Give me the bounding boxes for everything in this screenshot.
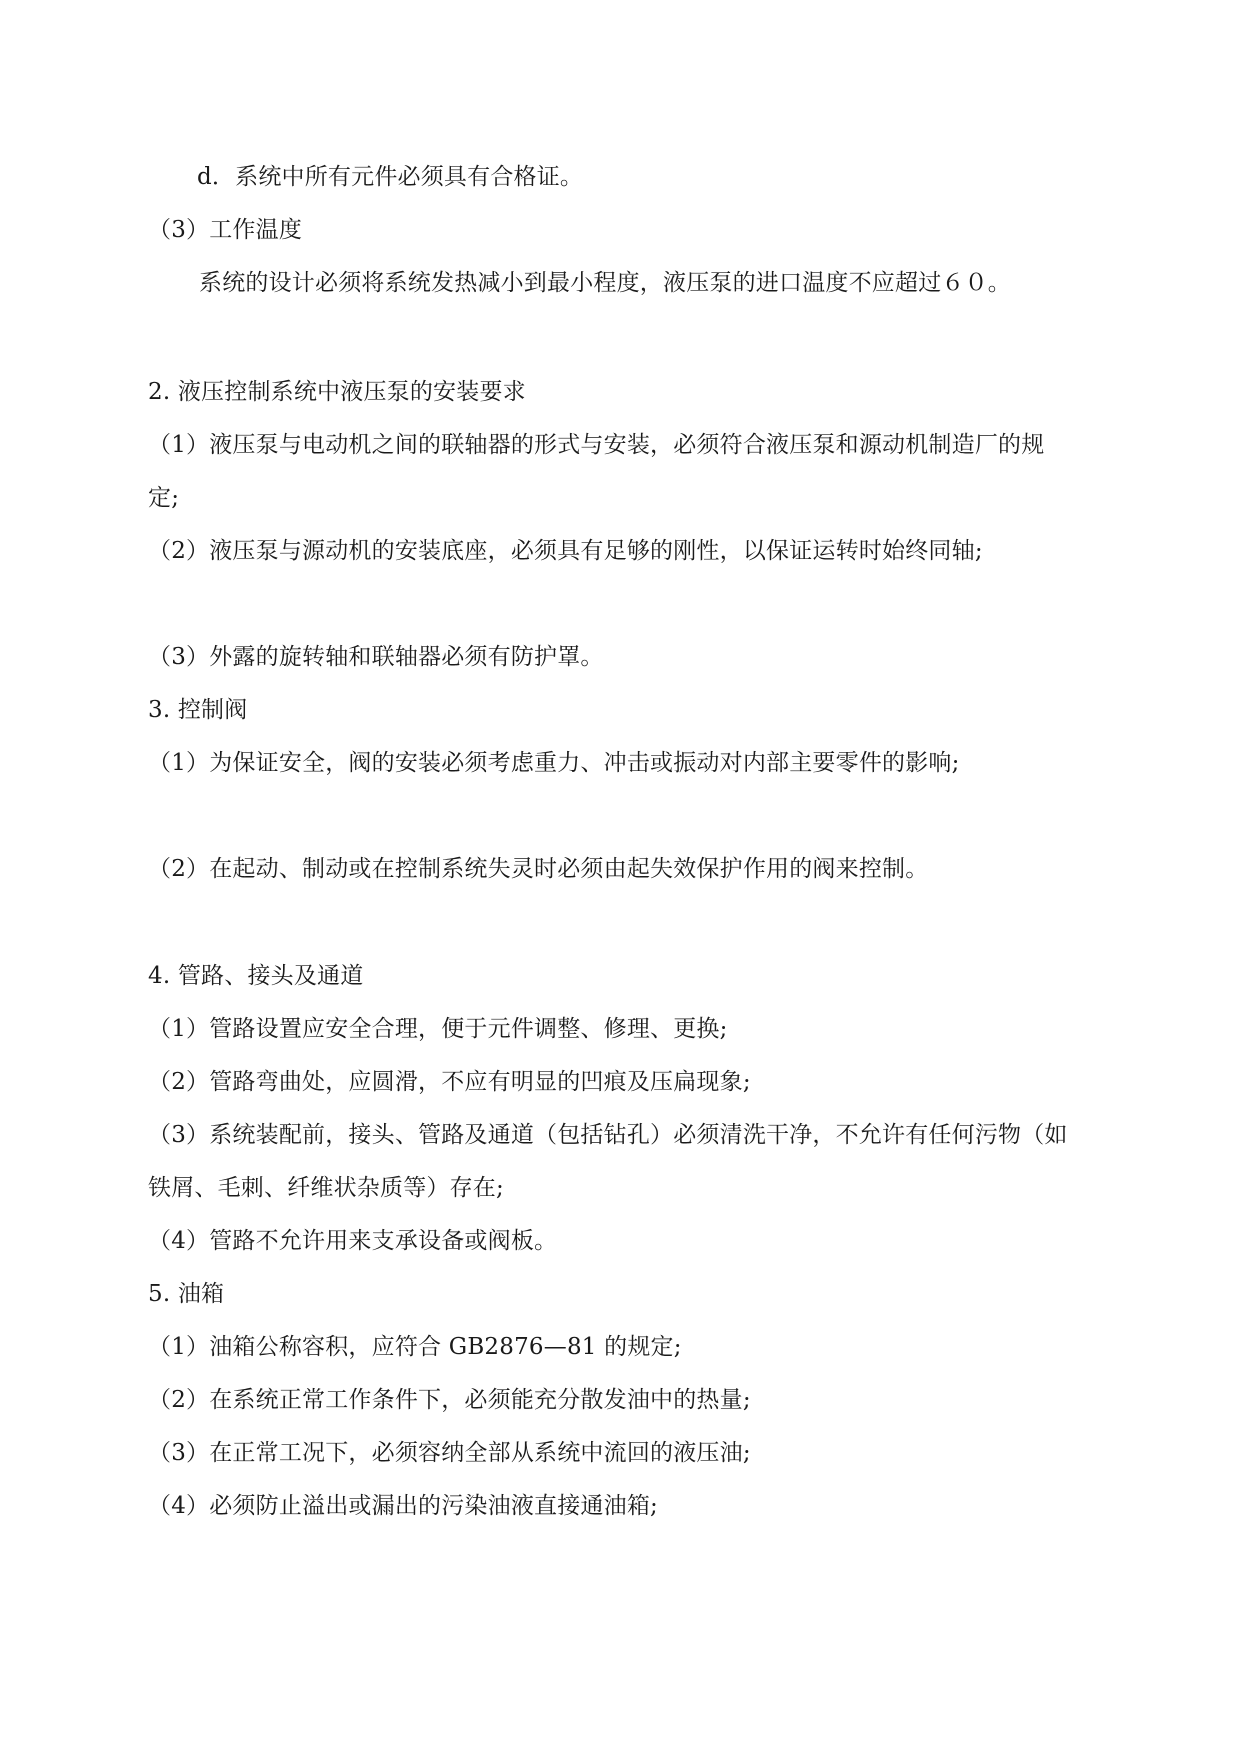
text-line-5-4: （4）必须防止溢出或漏出的污染油液直接通油箱; — [148, 1493, 658, 1519]
text-line-3-1: （1）为保证安全，阀的安装必须考虑重力、冲击或振动对内部主要零件的影响; — [148, 750, 960, 776]
section-heading-2: 2. 液压控制系统中液压泵的安装要求 — [148, 379, 526, 405]
text-line-4-4: （4）管路不允许用来支承设备或阀板。 — [148, 1228, 558, 1254]
text-line-4-3: （3）系统装配前，接头、管路及通道（包括钻孔）必须清洗干净，不允许有任何污物（如 — [148, 1122, 1068, 1148]
section-heading-4: 4. 管路、接头及通道 — [148, 963, 364, 989]
section-heading-3: 3. 控制阀 — [148, 697, 248, 723]
text-line-item-d: d．系统中所有元件必须具有合格证。 — [197, 164, 584, 190]
text-line-3-2: （2）在起动、制动或在控制系统失灵时必须由起失效保护作用的阀来控制。 — [148, 856, 929, 882]
section-heading-5: 5. 油箱 — [148, 1281, 225, 1307]
text-line-2-1-cont: 定; — [148, 485, 180, 511]
text-line-2-2: （2）液压泵与源动机的安装底座，必须具有足够的刚性，以保证运转时始终同轴; — [148, 538, 983, 564]
text-line-2-1: （1）液压泵与电动机之间的联轴器的形式与安装，必须符合液压泵和源动机制造厂的规 — [148, 432, 1045, 458]
text-line-4-1: （1）管路设置应安全合理，便于元件调整、修理、更换; — [148, 1016, 728, 1042]
text-line-5-3: （3）在正常工况下，必须容纳全部从系统中流回的液压油; — [148, 1440, 751, 1466]
text-line-5-1: （1）油箱公称容积，应符合 GB2876—81 的规定; — [148, 1334, 682, 1360]
text-line-temperature-req: 系统的设计必须将系统发热减小到最小程度，液压泵的进口温度不应超过６０。 — [199, 270, 1011, 296]
subheading-work-temperature: （3）工作温度 — [148, 217, 303, 243]
text-line-4-3-cont: 铁屑、毛刺、纤维状杂质等）存在; — [148, 1175, 504, 1201]
text-line-5-2: （2）在系统正常工作条件下，必须能充分散发油中的热量; — [148, 1387, 751, 1413]
text-line-4-2: （2）管路弯曲处，应圆滑，不应有明显的凹痕及压扁现象; — [148, 1069, 751, 1095]
text-line-2-3: （3）外露的旋转轴和联轴器必须有防护罩。 — [148, 644, 604, 670]
